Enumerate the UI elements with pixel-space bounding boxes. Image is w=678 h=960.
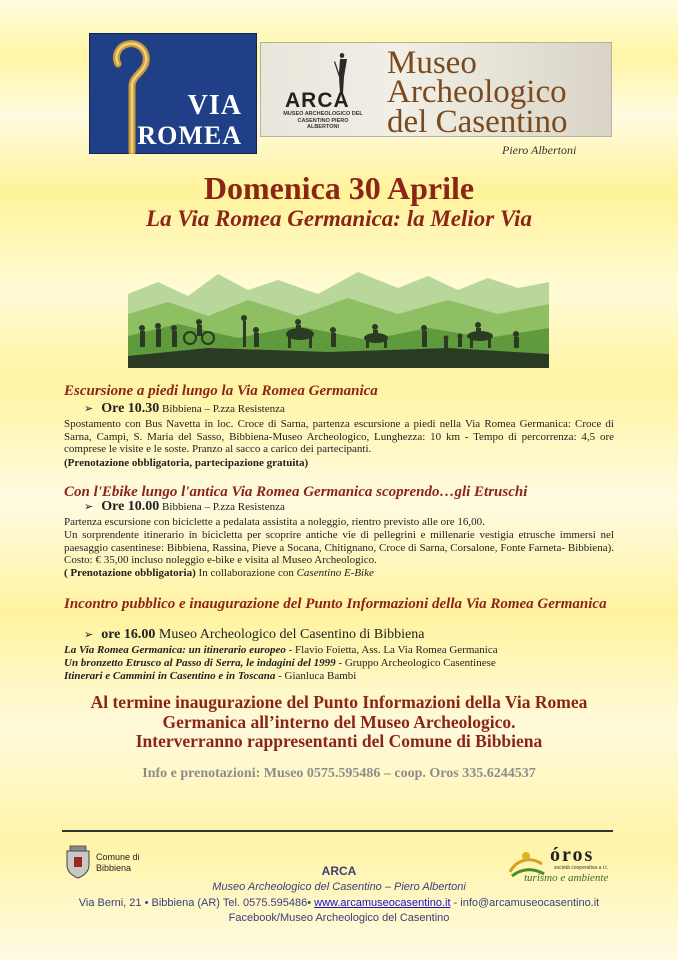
comune-line1: Comune di — [96, 852, 140, 862]
oros-tagline: turismo e ambiente — [524, 872, 609, 884]
talk-item — [64, 644, 614, 657]
footer-email: - info@arcamuseocasentino.it — [450, 897, 600, 909]
closing-line1: Al termine inaugurazione del Punto Informazioni della Via Romea — [90, 692, 588, 712]
section-ebike-place: Bibbiena – P.zza Resistenza — [159, 501, 285, 513]
talk-speaker: - Flavio Foietta, Ass. La Via Romea Germanica — [285, 644, 498, 656]
arca-wordmark: ARCA — [285, 89, 350, 112]
talk-item — [64, 657, 614, 670]
info-bookings: Info e prenotazioni: Museo 0575.595486 – coop. Oros 335.6244537 — [142, 766, 536, 781]
footer-facebook: Facebook/Museo Archeologico del Casentino — [228, 912, 450, 924]
section-ebike-time: Ore 10.00 — [101, 499, 160, 514]
section-ebike-title: Con l'Ebike lungo l'antica Via Romea Germanica scoprendo…gli Etruschi — [64, 484, 528, 500]
section-walk-body: Spostamento con Bus Navetta in loc. Croce di Sarna, partenza escursione a piedi nella Via Romea Germanica: Croce di Sarna, Campi, S. Maria del Sasso, Bibbiena-Museo Archeologico, Lunghezza: 10 km - Tempo di percorrenza: 4,5 ore comprese le visite e le soste. Pranzo al sacco a carico dei partecipanti. — [64, 418, 614, 455]
arca-logo — [281, 51, 363, 133]
oros-name: óros — [550, 844, 595, 866]
section-ebike-note: ( Prenotazione obbligatoria) — [64, 567, 196, 579]
section-inauguration-title: Incontro pubblico e inaugurazione del Punto Informazioni della Via Romea Germanica — [64, 596, 607, 612]
section-inauguration-schedule — [84, 627, 424, 643]
section-ebike-body1: Partenza escursione con biciclette a pedalata assistita a noleggio, rientro previsto alle ore 16,00. — [64, 516, 485, 528]
museo-title-line2: Archeologico — [387, 74, 567, 110]
talk-title: Itinerari e Cammini in Casentino e in Toscana — [64, 670, 276, 682]
event-subtitle: La Via Romea Germanica: la Melior Via — [146, 206, 532, 231]
section-walk-note: (Prenotazione obbligatoria, partecipazione gratuita) — [64, 457, 309, 469]
section-ebike-schedule — [84, 500, 285, 514]
via-romea-line1: VIA — [187, 90, 242, 121]
via-romea-logo — [89, 33, 257, 154]
museo-title-line1: Museo — [387, 45, 477, 81]
arrow-bullet-icon: ➢ — [84, 500, 94, 513]
arrow-bullet-icon: ➢ — [84, 402, 94, 415]
section-ebike-collab: In collaborazione con — [195, 567, 297, 579]
footer-address-text: Via Berni, 21 • Bibbiena (AR) Tel. 0575.595486• — [78, 897, 315, 909]
footer-arca: ARCA — [321, 864, 357, 878]
section-walk-title: Escursione a piedi lungo la Via Romea Germanica — [64, 383, 378, 399]
comune-line2: Bibbiena — [96, 863, 132, 873]
museum-website-link[interactable]: www.arcamuseocasentino.it — [314, 897, 451, 909]
museo-banner — [260, 42, 612, 140]
talk-item — [64, 670, 614, 683]
section-inauguration-place: Museo Archeologico del Casentino di Bibbiena — [155, 627, 425, 642]
section-ebike-partner: Casentino E-Bike — [296, 567, 374, 579]
museo-signature: Piero Albertoni — [502, 143, 577, 157]
section-inauguration-time: ore 16.00 — [101, 627, 156, 642]
section-ebike-body2: Un sorprendente itinerario in bicicletta per scoprire antiche vie di pellegrini e millenarie vestigia etrusche immersi nel paesaggio casentinese: Bibbiena, Rassina, Pieve a Socana, Chitignano, Croce di Sarna, Corsalone, Fonte Farneta- Bibbiena). Costo: € 35,00 incluso noleggio e-bike e visita al Museo Archeologico. — [64, 529, 614, 566]
oros-subtitle: società cooperativa a r.l. — [554, 865, 608, 871]
arca-subtitle: MUSEO ARCHEOLOGICO DEL CASENTINO PIERO ALBERTONI — [283, 111, 363, 130]
talk-speaker: - Gruppo Archeologico Casentinese — [335, 657, 496, 669]
section-ebike-note-line — [64, 567, 614, 580]
section-walk-time: Ore 10.30 — [101, 401, 160, 416]
event-title: Domenica 30 Aprile — [203, 170, 475, 206]
section-walk-place: Bibbiena – P.zza Resistenza — [159, 403, 285, 415]
museo-title-line3: del Casentino — [387, 104, 568, 140]
closing-announcement — [0, 693, 678, 752]
footer-address — [0, 897, 678, 909]
talk-title: Un bronzetto Etrusco al Passo di Serra, le indagini del 1999 — [64, 657, 336, 669]
closing-line3: Interverranno rappresentanti del Comune di Bibbiena — [135, 731, 543, 751]
closing-line2: Germanica all’interno del Museo Archeologico. — [162, 711, 516, 732]
talk-title: La Via Romea Germanica: un itinerario europeo — [64, 644, 286, 656]
pilgrims-landscape-illustration — [128, 264, 549, 368]
footer-divider — [62, 830, 613, 832]
section-walk-schedule — [84, 402, 285, 416]
talk-speaker: - Gianluca Bambi — [275, 670, 357, 682]
via-romea-line2: ROMEA — [137, 121, 242, 150]
arrow-bullet-icon: ➢ — [84, 628, 94, 641]
footer-museo: Museo Archeologico del Casentino – Piero Albertoni — [212, 881, 466, 893]
